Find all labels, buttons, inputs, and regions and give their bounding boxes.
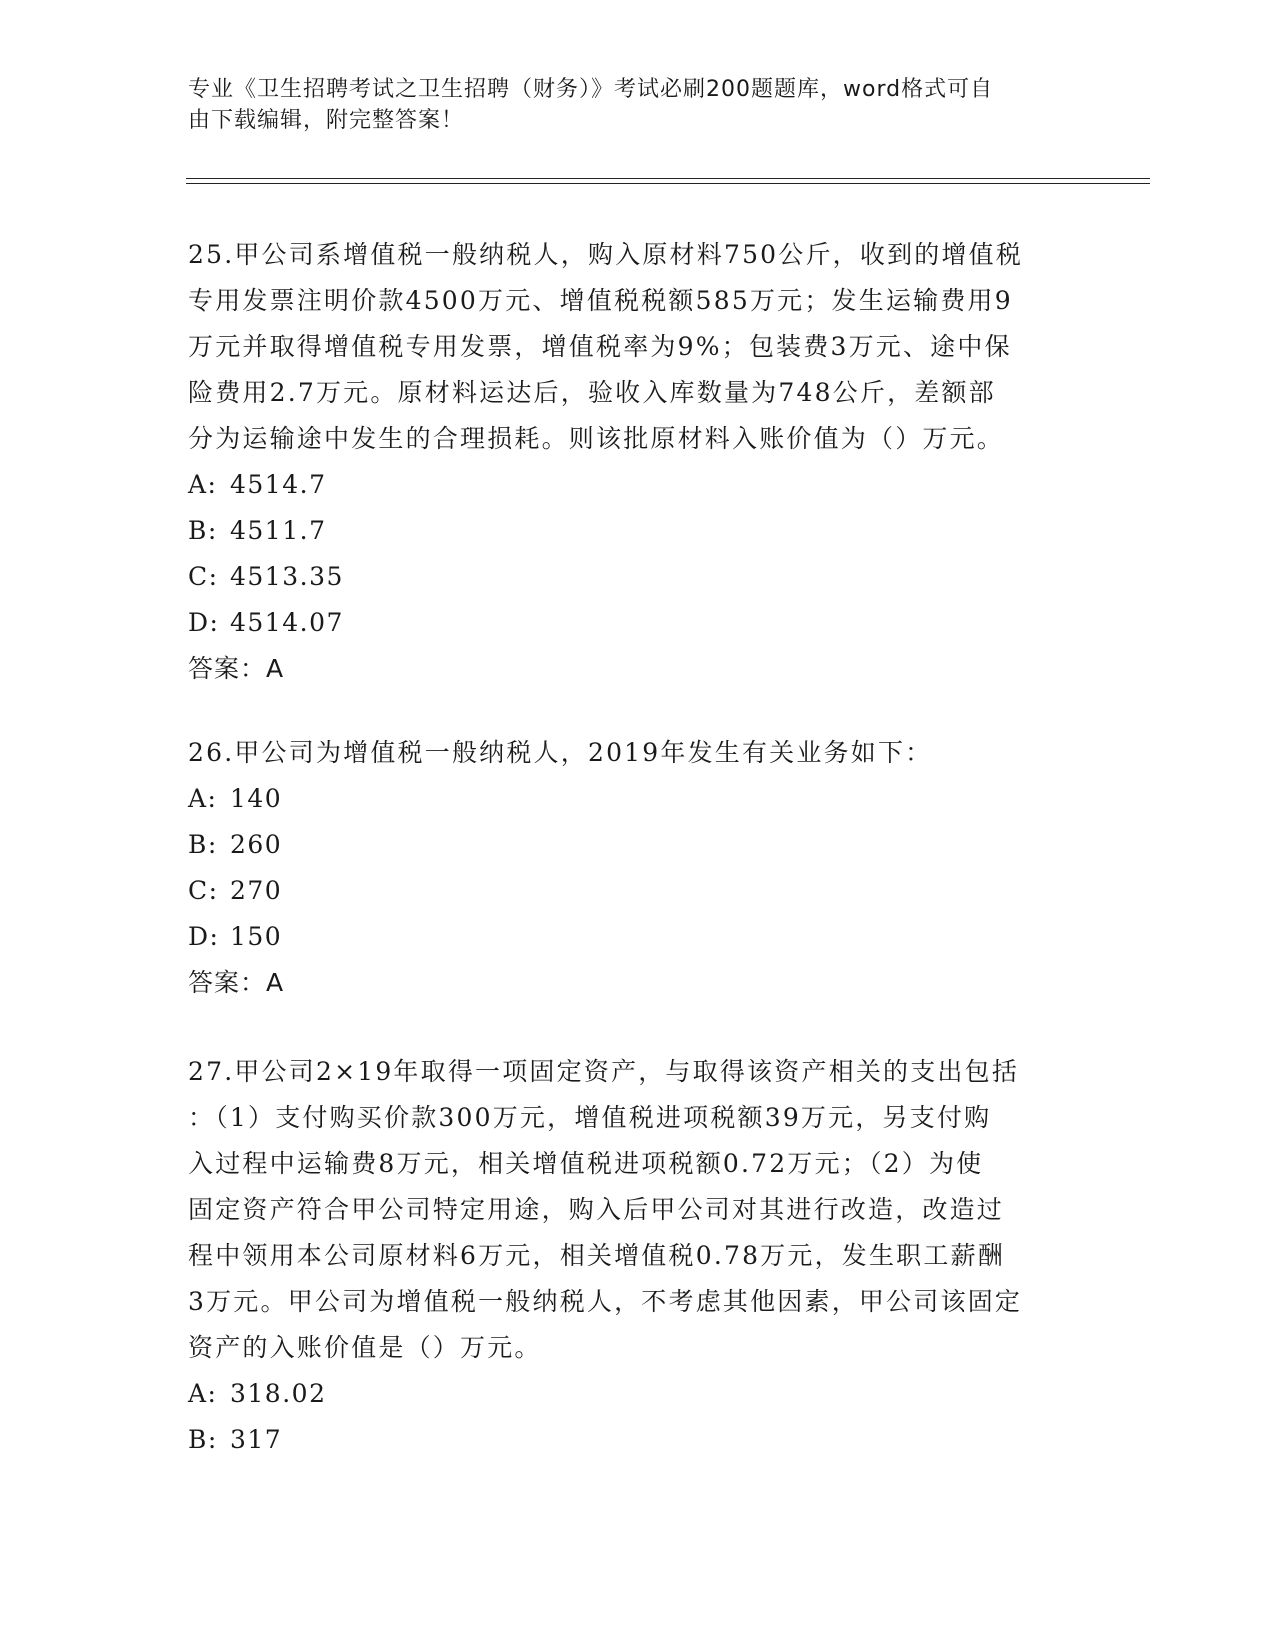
answer-option	[188, 868, 1088, 914]
option-value: 4514.07	[230, 608, 344, 637]
option-letter: A:	[188, 1379, 218, 1408]
answer-option	[188, 1417, 1088, 1463]
question-text-line: ：（1）支付购买价款300万元，增值税进项税额39万元，另支付购	[188, 1103, 992, 1132]
question-text-line: 固定资产符合甲公司特定用途，购入后甲公司对其进行改造，改造过	[188, 1195, 1005, 1224]
option-letter: C:	[188, 562, 219, 591]
answer-option	[188, 554, 1088, 600]
header-divider	[186, 183, 1150, 184]
answer-option	[188, 822, 1088, 868]
header-divider	[186, 178, 1150, 179]
option-value: 4514.7	[230, 470, 327, 499]
question-block	[188, 232, 1088, 692]
question-text-line: 专用发票注明价款4500万元、增值税税额585万元；发生运输费用9	[188, 286, 1013, 315]
option-letter: A:	[188, 784, 218, 813]
header-line: 专业《卫生招聘考试之卫生招聘（财务）》考试必刷200题题库，word格式可自	[188, 77, 994, 102]
header-line: 由下载编辑，附完整答案！	[188, 108, 465, 133]
option-letter: C:	[188, 876, 219, 905]
answer-key: 答案：A	[188, 968, 285, 997]
option-value: 260	[230, 830, 283, 859]
option-value: 317	[230, 1425, 283, 1454]
option-value: 140	[230, 784, 283, 813]
question-text-line: 26.甲公司为增值税一般纳税人，2019年发生有关业务如下：	[188, 738, 933, 767]
option-letter: A:	[188, 470, 218, 499]
question-text-line: 分为运输途中发生的合理损耗。则该批原材料入账价值为（）万元。	[188, 424, 1005, 453]
option-value: 150	[230, 922, 283, 951]
answer-option	[188, 600, 1088, 646]
answer-option	[188, 462, 1088, 508]
option-value: 4511.7	[230, 516, 327, 545]
answer-option	[188, 776, 1088, 822]
option-value: 4513.35	[230, 562, 344, 591]
question-text-line: 27.甲公司2×19年取得一项固定资产，与取得该资产相关的支出包括	[188, 1057, 1020, 1086]
question-text-line: 入过程中运输费8万元，相关增值税进项税额0.72万元；（2）为使	[188, 1149, 984, 1178]
question-text-line: 万元并取得增值税专用发票，增值税率为9%；包装费3万元、途中保	[188, 332, 1012, 361]
option-letter: B:	[188, 1425, 218, 1454]
question-text-line: 25.甲公司系增值税一般纳税人，购入原材料750公斤，收到的增值税	[188, 240, 1024, 269]
answer-option	[188, 1371, 1088, 1417]
question-text-line: 险费用2.7万元。原材料运达后，验收入库数量为748公斤，差额部	[188, 378, 996, 407]
question-block	[188, 730, 1088, 1006]
option-letter: B:	[188, 830, 218, 859]
answer-option	[188, 914, 1088, 960]
option-value: 270	[230, 876, 283, 905]
question-block	[188, 1049, 1088, 1463]
document-header	[188, 74, 1088, 136]
answer-option	[188, 508, 1088, 554]
answer-key: 答案：A	[188, 654, 285, 683]
question-text-line: 资产的入账价值是（）万元。	[188, 1333, 542, 1362]
question-text-line: 程中领用本公司原材料6万元，相关增值税0.78万元，发生职工薪酬	[188, 1241, 1005, 1270]
option-letter: D:	[188, 608, 220, 637]
option-letter: D:	[188, 922, 220, 951]
option-value: 318.02	[230, 1379, 327, 1408]
question-text-line: 3万元。甲公司为增值税一般纳税人，不考虑其他因素，甲公司该固定	[188, 1287, 1023, 1316]
option-letter: B:	[188, 516, 218, 545]
